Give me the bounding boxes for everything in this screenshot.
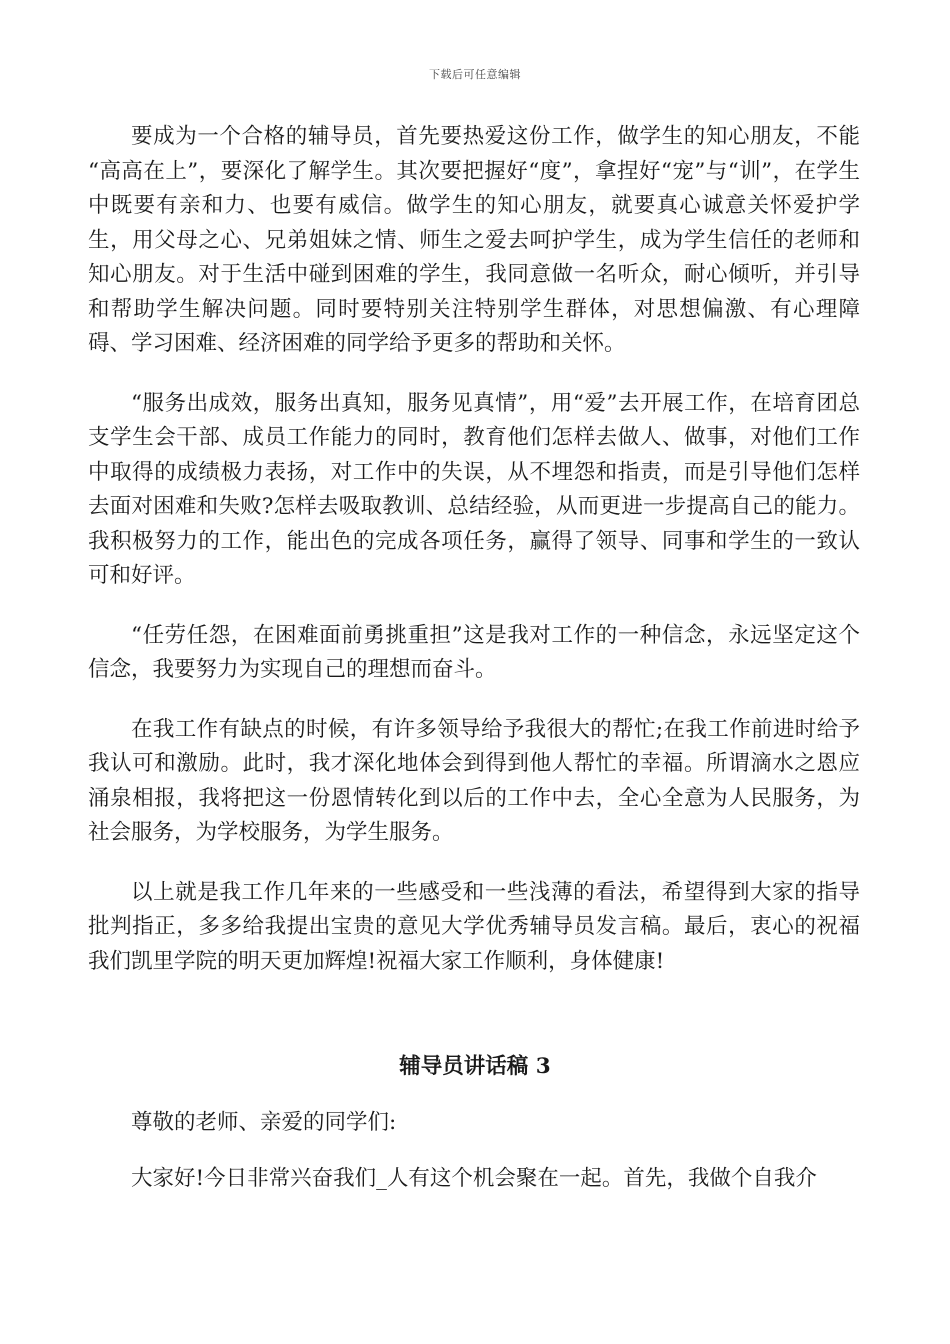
paragraph-3: “任劳任怨，在困难面前勇挑重担”这是我对工作的一种信念，永远坚定这个信念，我要努力为实现自己的理想而奋斗。 — [88, 622, 860, 682]
document-body — [88, 120, 860, 979]
paragraph-5: 以上就是我工作几年来的一些感受和一些浅薄的看法，希望得到大家的指导批判指正，多多给我提出宝贵的意见大学优秀辅导员发言稿。最后，衷心的祝福我们凯里学院的明天更加辉煌!祝福大家工作顺利，身体健康! — [88, 879, 860, 974]
paragraph-1: 要成为一个合格的辅导员，首先要热爱这份工作，做学生的知心朋友，不能 “高高在上”，要深化了解学生。其次要把握好“度”，拿捏好“宠”与“训”，在学生中既要有亲和力、也要有威信。做学生的知心朋友，就要真心诚意关怀爱护学生，用父母之心、兄弟姐妹之情、师生之爱去呵护学生，成为学生信任的老师和知心朋友。对于生活中碰到困难的学生，我同意做一名听众，耐心倾听，并引导和帮助学生解决问题。同时要特别关注特别学生群体，对思想偏激、有心理障碍、学习困难、经济困难的同学给予更多的帮助和关怀。 — [88, 124, 860, 356]
page-header: 下载后可任意编辑 — [429, 68, 521, 81]
opening-paragraph: 大家好!今日非常兴奋我们_人有这个机会聚在一起。首先，我做个自我介 — [131, 1166, 817, 1191]
paragraph-4: 在我工作有缺点的时候，有许多领导给予我很大的帮忙;在我工作前进时给予我认可和激励。此时，我才深化地体会到得到他人帮忙的幸福。所谓滴水之恩应涌泉相报，我将把这一份恩情转化到以后的工作中去，全心全意为人民服务，为社会服务，为学校服务，为学生服务。 — [88, 716, 860, 845]
paragraph-2: “服务出成效，服务出真知，服务见真情”，用“爱”去开展工作，在培育团总支学生会干部、成员工作能力的同时，教育他们怎样去做人、做事，对他们工作中取得的成绩极力表扬，对工作中的失误，从不埋怨和指责，而是引导他们怎样去面对困难和失败?怎样去吸取教训、总结经验，从而更进一步提高自己的能力。我积极努力的工作，能出色的完成各项任务，赢得了领导、同事和学生的一致认可和好评。 — [88, 390, 860, 588]
salutation: 尊敬的老师、亲爱的同学们: — [131, 1110, 397, 1135]
section-title: 辅导员讲话稿 3 — [399, 1054, 551, 1079]
